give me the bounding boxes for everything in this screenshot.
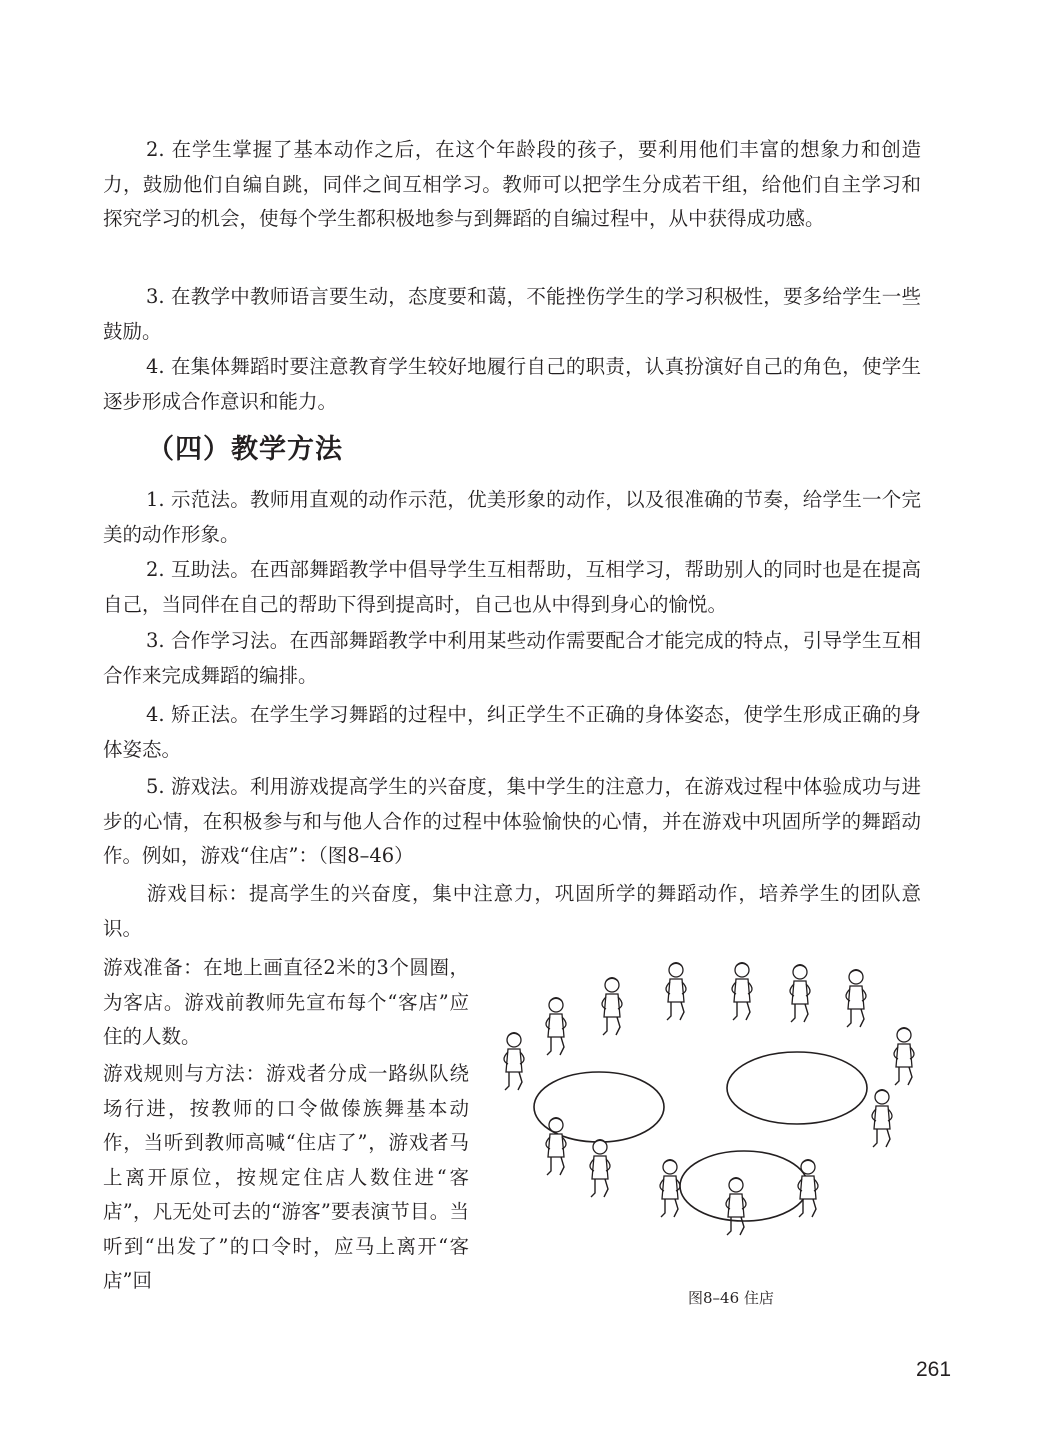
dancer-figure	[732, 962, 752, 1020]
section-heading: （四）教学方法	[147, 434, 343, 465]
figure-caption: 图8–46 住店	[688, 1289, 774, 1307]
dancer-figure	[790, 964, 810, 1022]
method-3: 3. 合作学习法。在西部舞蹈教学中利用某些动作需要配合才能完成的特点，引导学生互相合作来完成舞蹈的编排。	[103, 629, 921, 687]
dancer-figure	[660, 1159, 680, 1217]
method-5: 5. 游戏法。利用游戏提高学生的兴奋度，集中学生的注意力，在游戏过程中体验成功与进步的心情，在积极参与和与他人合作的过程中体验愉快的心情，并在游戏中巩固所学的舞蹈动作。例如，游戏“住店”：（图8–46）	[103, 775, 921, 867]
method-4: 4. 矫正法。在学生学习舞蹈的过程中，纠正学生不正确的身体姿态，使学生形成正确的身体姿态。	[103, 703, 921, 761]
dancer-figure	[894, 1027, 914, 1085]
game-goal: 游戏目标：提高学生的兴奋度，集中注意力，巩固所学的舞蹈动作，培养学生的团队意识。	[103, 882, 921, 940]
guesthouse-circle-right	[727, 1052, 867, 1124]
paragraph-3: 3. 在教学中教师语言要生动，态度要和蔼，不能挫伤学生的学习积极性，要多给学生一些鼓励。	[103, 285, 921, 343]
dancer-figure	[872, 1089, 892, 1147]
game-rules: 游戏规则与方法：游戏者分成一路纵队绕场行进，按教师的口令做傣族舞基本动作，当听到教师高喊“住店了”，游戏者马上离开原位，按规定住店人数住进“客店”，凡无处可去的“游客”要表演节目。当听到“出发了”的口令时，应马上离开“客店”回	[103, 1062, 469, 1292]
dancer-figure	[546, 997, 566, 1055]
dancer-figure	[590, 1139, 610, 1197]
paragraph-2: 2. 在学生掌握了基本动作之后，在这个年龄段的孩子，要利用他们丰富的想象力和创造力，鼓励他们自编自跳，同伴之间互相学习。教师可以把学生分成若干组，给他们自主学习和探究学习的机会，使每个学生都积极地参与到舞蹈的自编过程中，从中获得成功感。	[103, 138, 921, 230]
dancer-figure	[546, 1117, 566, 1175]
game-preparation: 游戏准备：在地上画直径2米的3个圆圈，为客店。游戏前教师先宣布每个“客店”应住的人数。	[103, 956, 469, 1048]
method-2: 2. 互助法。在西部舞蹈教学中倡导学生互相帮助，互相学习，帮助别人的同时也是在提高自己，当同伴在自己的帮助下得到提高时，自己也从中得到身心的愉悦。	[103, 558, 921, 616]
dancer-figure	[726, 1177, 746, 1235]
dancer-figure	[602, 977, 622, 1035]
dancer-figure	[666, 962, 686, 1020]
guesthouse-circles	[534, 1052, 867, 1221]
page-number: 261	[916, 1358, 952, 1381]
dancer-figure	[504, 1032, 524, 1090]
dancer-figure	[798, 1159, 818, 1217]
paragraph-4: 4. 在集体舞蹈时要注意教育学生较好地履行自己的职责，认真扮演好自己的角色，使学生逐步形成合作意识和能力。	[103, 355, 921, 413]
figure-dancers-illustration	[490, 945, 930, 1285]
method-1: 1. 示范法。教师用直观的动作示范，优美形象的动作，以及很准确的节奏，给学生一个完美的动作形象。	[103, 488, 921, 546]
dancer-figure	[846, 969, 866, 1027]
dancers-group	[504, 962, 914, 1235]
